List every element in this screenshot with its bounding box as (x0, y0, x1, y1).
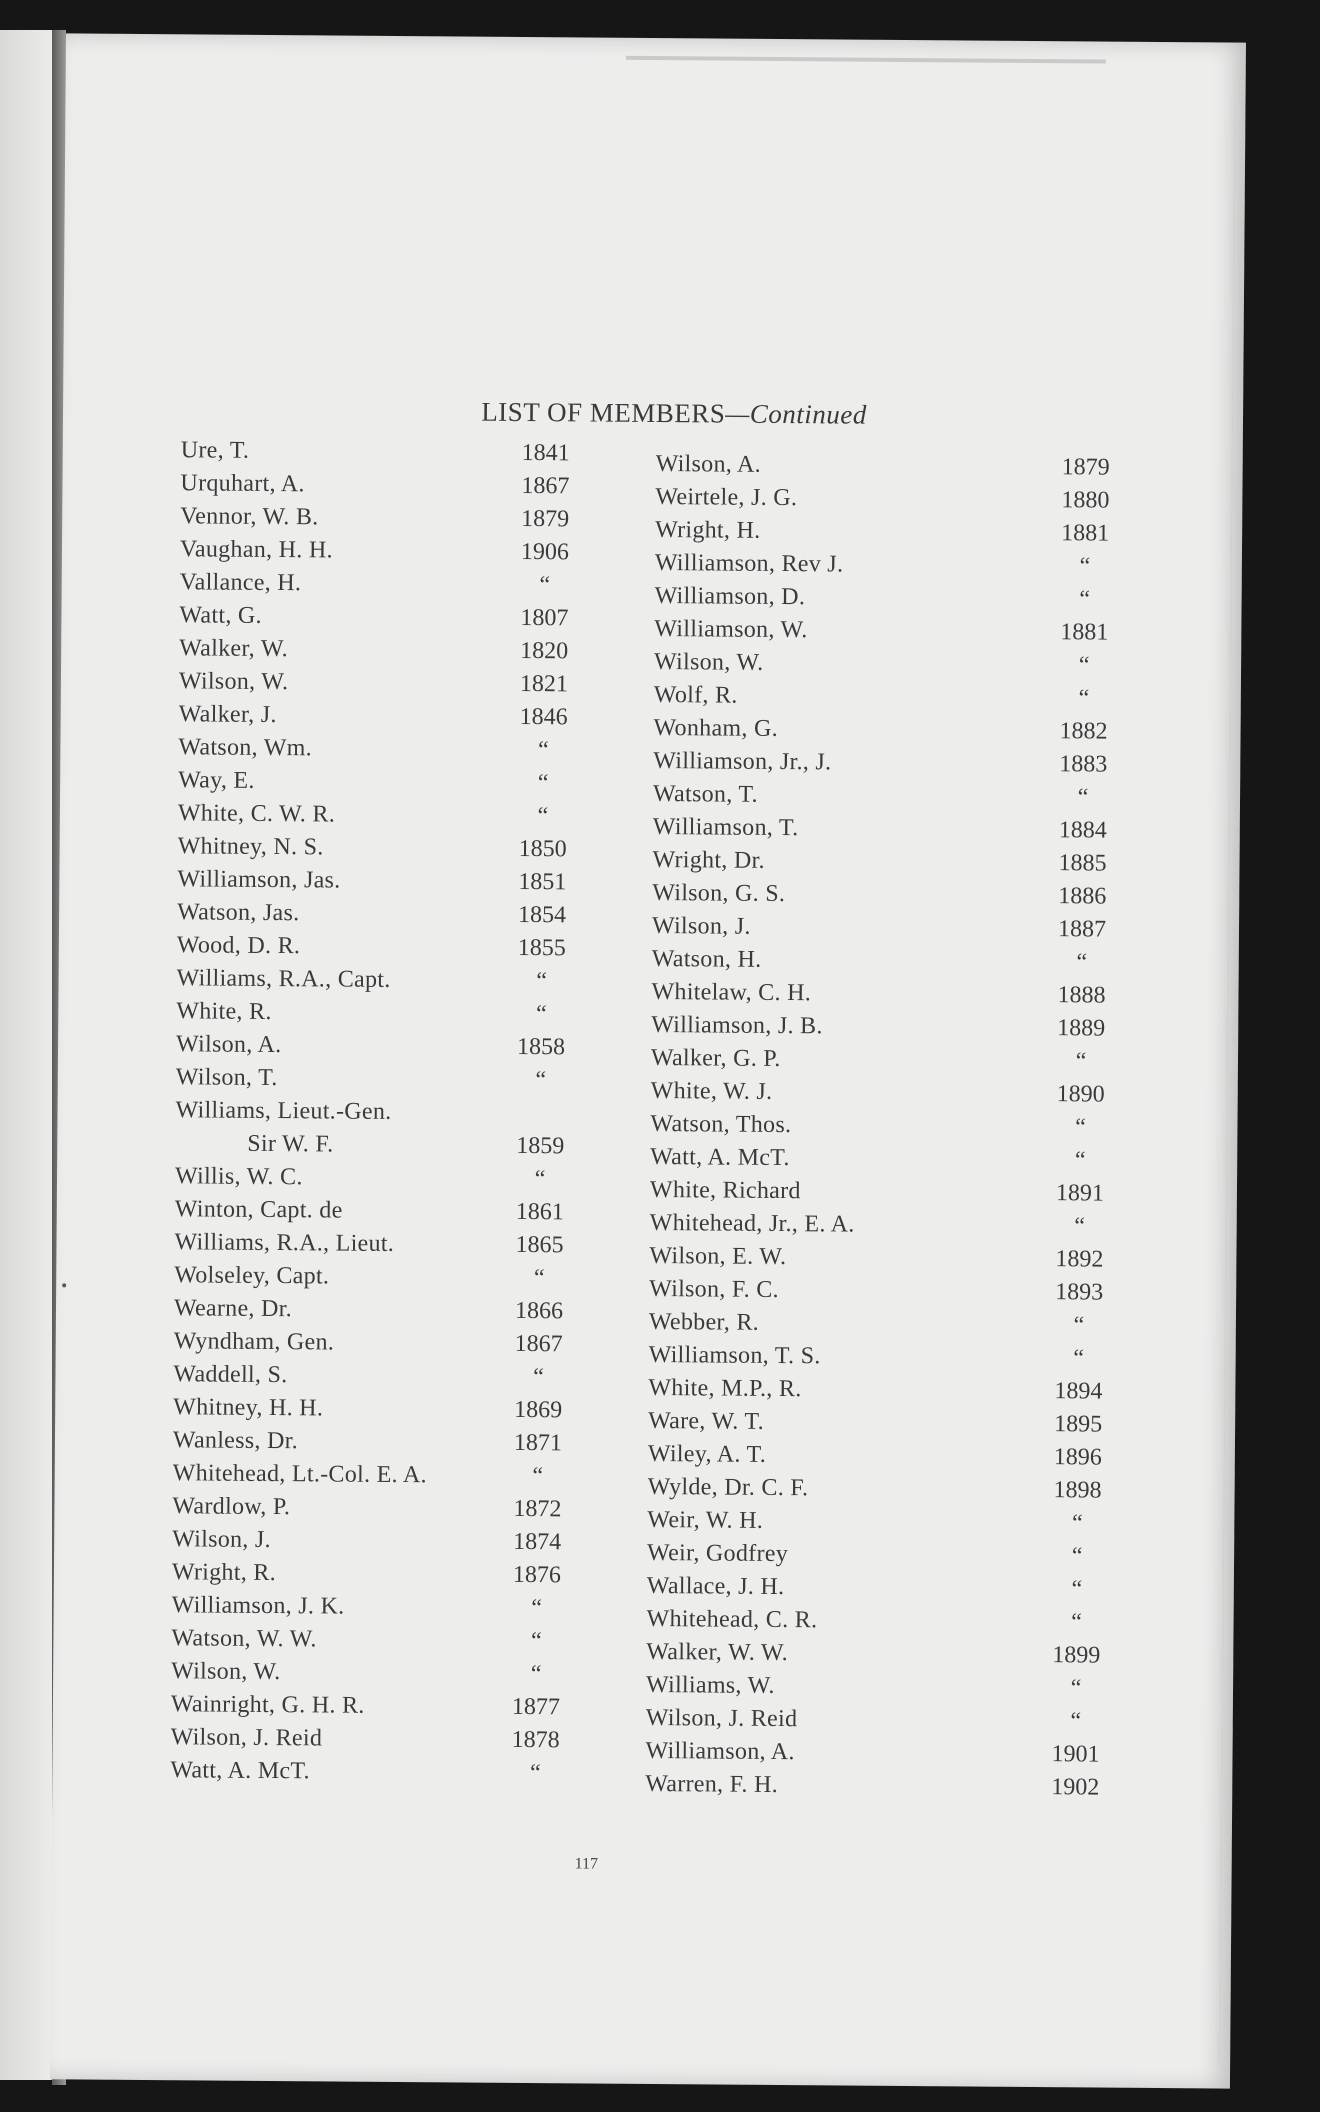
member-name: Williamson, D. (654, 583, 806, 611)
member-year: 1821 (519, 670, 569, 698)
member-name: Warren, F. H. (645, 1770, 779, 1799)
member-year: 1906 (520, 538, 570, 566)
member-entry (646, 1672, 1121, 1709)
member-name: Wilson, J. Reid (170, 1724, 323, 1752)
member-year (495, 1120, 585, 1121)
member-name: Wanless, Dr. (172, 1427, 299, 1455)
member-entry (647, 1573, 1122, 1610)
member-name: Walker, J. (178, 701, 277, 729)
page-number: 117 (574, 1855, 599, 1873)
member-name: Williamson, Jas. (177, 866, 341, 894)
member-year: “ (1070, 1675, 1082, 1702)
member-year: 1899 (1052, 1642, 1101, 1669)
left-column (170, 435, 656, 1804)
page-heading (217, 395, 1131, 433)
member-entry (173, 1427, 648, 1464)
member-name: Williamson, J. B. (651, 1011, 823, 1040)
member-year: “ (535, 1001, 547, 1028)
member-year: 1877 (511, 1693, 560, 1721)
member-year: 1858 (516, 1033, 566, 1061)
member-entry (174, 1328, 649, 1365)
page-speck (62, 1283, 66, 1287)
member-entry (649, 1309, 1124, 1346)
member-entry (173, 1361, 648, 1398)
member-name: Williamson, Jr., J. (653, 748, 832, 776)
member-name: Whitehead, C. R. (646, 1605, 818, 1634)
member-entry (178, 767, 653, 804)
member-year: 1896 (1053, 1444, 1102, 1471)
member-entry (650, 1210, 1125, 1247)
member-name: Wylde, Dr. C. F. (647, 1473, 809, 1502)
member-year: 1879 (1061, 454, 1110, 481)
member-entry (655, 451, 1130, 488)
member-year: 1885 (1058, 850, 1107, 877)
member-year: “ (1073, 1345, 1085, 1372)
member-name: Williamson, W. (654, 616, 808, 644)
member-name: Wardlow, P. (172, 1493, 291, 1521)
member-year: “ (536, 968, 548, 995)
member-entry (652, 913, 1127, 950)
member-entry (646, 1606, 1121, 1643)
member-name: White, M.P., R. (648, 1374, 802, 1403)
member-entry (172, 1559, 647, 1596)
member-name: Whitehead, Lt.-Col. E. A. (172, 1460, 427, 1489)
member-entry (647, 1507, 1122, 1544)
member-entry (180, 536, 655, 573)
member-year: 1882 (1059, 718, 1108, 745)
member-year: 1872 (513, 1495, 562, 1523)
member-year: “ (1079, 586, 1091, 613)
member-name: Wright, Dr. (652, 846, 765, 874)
member-entry (174, 1295, 649, 1332)
member-name: Watt, A. McT. (650, 1143, 790, 1172)
member-year: “ (1074, 1147, 1086, 1174)
member-name: Watson, T. (652, 781, 759, 808)
member-name: Williamson, A. (645, 1737, 795, 1766)
member-entry (178, 734, 653, 771)
member-year: “ (537, 803, 549, 830)
member-entry (179, 635, 654, 672)
member-name: Watson, Thos. (650, 1110, 792, 1139)
member-name: Wilson, J. (651, 912, 751, 940)
member-name: Wolseley, Capt. (174, 1262, 330, 1290)
member-entry (177, 899, 652, 936)
member-entry (173, 1460, 648, 1497)
member-entry (176, 1031, 651, 1068)
member-entry (648, 1408, 1123, 1445)
member-entry (648, 1342, 1123, 1379)
member-year: 1820 (520, 637, 569, 665)
member-entry (647, 1540, 1122, 1577)
member-name: White, R. (176, 998, 272, 1026)
member-name: Vaughan, H. H. (179, 536, 333, 564)
member-year: “ (1071, 1510, 1083, 1537)
member-entry (176, 1064, 651, 1101)
member-entry (650, 1144, 1125, 1181)
member-year: 1883 (1059, 751, 1108, 778)
member-year: “ (1079, 553, 1091, 580)
member-entry (178, 800, 653, 837)
member-entry (650, 1177, 1125, 1214)
member-name: Watt, A. McT. (170, 1757, 310, 1785)
member-name: Wallace, J. H. (646, 1572, 785, 1601)
member-year: 1901 (1051, 1741, 1100, 1768)
member-name: Williamson, Rev J. (654, 550, 844, 578)
member-year: “ (1070, 1708, 1082, 1735)
member-name: Whitehead, Jr., E. A. (649, 1209, 855, 1238)
member-year: 1874 (513, 1528, 562, 1556)
member-year: 1878 (511, 1726, 560, 1754)
member-year: “ (535, 1067, 547, 1094)
member-name: Williams, R.A., Lieut. (174, 1229, 395, 1257)
member-entry (174, 1262, 649, 1299)
member-entry (175, 1163, 650, 1200)
member-year: “ (1071, 1609, 1082, 1636)
member-name: Williamson, J. K. (171, 1592, 345, 1620)
member-name: Wilson, J. Reid (645, 1704, 798, 1733)
member-year: “ (530, 1628, 542, 1655)
member-entry (174, 1229, 649, 1266)
member-name: Ure, T. (180, 437, 250, 464)
member-year: 1854 (518, 901, 567, 929)
member-name: Whitney, H. H. (173, 1394, 324, 1422)
member-year: 1881 (1060, 619, 1109, 646)
member-entry (645, 1771, 1120, 1808)
member-name: Walker, W. W. (646, 1638, 789, 1667)
member-entry (655, 484, 1130, 521)
member-year: 1887 (1057, 916, 1107, 943)
member-entry (170, 1724, 645, 1761)
member-name: Walker, W. (179, 635, 289, 663)
member-name: Way, E. (178, 767, 255, 794)
member-year: 1888 (1057, 982, 1106, 1009)
member-entry (177, 866, 652, 903)
member-name: Wyndham, Gen. (173, 1328, 335, 1356)
member-entry (654, 616, 1129, 653)
member-name: Watson, H. (651, 945, 762, 973)
member-columns (170, 435, 1131, 1807)
member-entry (175, 1196, 650, 1233)
member-name: Weir, W. H. (647, 1506, 764, 1534)
member-name: Weirtele, J. G. (655, 484, 798, 512)
member-entry (652, 946, 1127, 983)
member-entry (180, 470, 655, 507)
member-entry (649, 1243, 1124, 1280)
member-year: “ (533, 1364, 544, 1391)
member-entry (651, 1012, 1126, 1049)
member-entry (177, 932, 652, 969)
member-name: Williamson, T. (652, 813, 799, 842)
member-entry (651, 1045, 1126, 1082)
member-year: 1807 (520, 604, 569, 632)
member-name: Wilson, W. (171, 1658, 281, 1686)
member-name: Wright, R. (171, 1559, 277, 1587)
member-year: 1866 (514, 1297, 564, 1325)
member-year: “ (1078, 685, 1090, 712)
member-entry (653, 781, 1128, 818)
member-year: 1895 (1054, 1411, 1103, 1438)
member-entry (175, 1097, 650, 1134)
member-year: 1891 (1055, 1180, 1105, 1207)
member-entry (172, 1493, 647, 1530)
member-name: Wearne, Dr. (173, 1295, 293, 1323)
member-entry (654, 649, 1129, 686)
member-entry (646, 1639, 1121, 1676)
heading-title: LIST OF MEMBERS (481, 396, 726, 429)
member-year: 1893 (1055, 1279, 1104, 1306)
member-year: 1867 (521, 472, 570, 500)
member-year: “ (1075, 1114, 1086, 1141)
member-year: “ (532, 1463, 544, 1490)
member-name: Williams, W. (645, 1671, 775, 1699)
member-name: Watson, Jas. (177, 899, 300, 927)
member-year: “ (531, 1595, 543, 1622)
member-year: 1881 (1061, 520, 1110, 547)
member-entry (653, 814, 1128, 851)
member-year: “ (1071, 1576, 1083, 1603)
member-name: Williamson, T. S. (648, 1341, 821, 1370)
member-name: Whitelaw, C. H. (651, 978, 812, 1007)
page-right-edge (1219, 103, 1235, 2063)
member-year: “ (530, 1661, 542, 1688)
member-name: Wainright, G. H. R. (170, 1691, 365, 1719)
facing-page-edge (0, 30, 60, 2080)
member-year: “ (529, 1760, 541, 1787)
member-name: Wilson, A. (175, 1031, 282, 1059)
member-name: Wonham, G. (653, 715, 779, 742)
member-entry (179, 668, 654, 705)
member-year: 1886 (1058, 883, 1107, 910)
member-entry (170, 1757, 645, 1794)
member-year: 1894 (1054, 1378, 1103, 1405)
member-entry (654, 583, 1129, 620)
member-entry (177, 833, 652, 870)
member-entry (176, 998, 651, 1035)
member-name: Whitney, N. S. (177, 833, 324, 861)
member-year: 1902 (1051, 1774, 1100, 1801)
member-entry (180, 569, 655, 606)
member-entry (171, 1658, 646, 1695)
member-name: Wilson, W. (653, 649, 764, 676)
member-entry (171, 1691, 646, 1728)
member-year: “ (1078, 652, 1090, 679)
member-entry (175, 1130, 650, 1167)
member-name: Wright, H. (655, 517, 761, 544)
member-name: Wilson, F. C. (649, 1275, 779, 1304)
member-entry (180, 503, 655, 540)
member-year: 1850 (518, 835, 567, 863)
member-year: 1892 (1055, 1246, 1104, 1273)
members-list (170, 394, 1131, 1807)
member-year: 1879 (521, 505, 570, 533)
member-entry (648, 1441, 1123, 1478)
member-name: Willis, W. C. (174, 1163, 303, 1191)
member-entry (655, 550, 1130, 587)
member-name: Wiley, A. T. (647, 1440, 767, 1468)
member-name: Webber, R. (648, 1308, 760, 1336)
member-entry (176, 965, 651, 1002)
member-entry (653, 748, 1128, 785)
member-entry (646, 1705, 1121, 1742)
heading-suffix: —Continued (725, 398, 867, 430)
member-name: Vennor, W. B. (180, 503, 319, 531)
member-entry (172, 1526, 647, 1563)
member-year: 1855 (517, 934, 566, 962)
right-column (645, 439, 1131, 1808)
member-name: White, W. J. (650, 1077, 773, 1105)
member-name: Wilson, J. (172, 1526, 272, 1554)
member-year: “ (1071, 1543, 1083, 1570)
member-name: Walker, G. P. (650, 1044, 781, 1073)
member-entry (171, 1625, 646, 1662)
member-entry (652, 880, 1127, 917)
member-entry (652, 847, 1127, 884)
member-name: Watt, G. (179, 602, 263, 629)
member-name: Williams, R.A., Capt. (176, 965, 391, 993)
book-page (50, 33, 1246, 2088)
member-year: “ (1075, 1048, 1087, 1075)
member-name: Wolf, R. (653, 682, 738, 709)
member-entry (651, 979, 1126, 1016)
member-entry (649, 1276, 1124, 1313)
member-entry (181, 437, 656, 474)
member-entry (651, 1078, 1126, 1115)
member-entry (653, 715, 1128, 752)
member-name: Wilson, T. (175, 1064, 278, 1092)
member-year: 1871 (513, 1429, 563, 1457)
member-entry (179, 602, 654, 639)
member-name: Ware, W. T. (648, 1407, 765, 1435)
member-year: 1876 (512, 1561, 562, 1589)
member-name: White, C. W. R. (177, 800, 336, 828)
member-entry (647, 1474, 1122, 1511)
member-name: Vallance, H. (179, 569, 302, 597)
member-entry (645, 1738, 1120, 1775)
member-year: 1841 (521, 439, 570, 467)
member-year: 1869 (514, 1396, 563, 1424)
member-year: “ (1074, 1213, 1086, 1240)
member-year: 1846 (519, 703, 568, 731)
member-year: 1884 (1058, 817, 1107, 844)
member-name: Watson, Wm. (178, 734, 313, 762)
member-year: “ (534, 1166, 546, 1193)
member-year: 1859 (516, 1132, 565, 1160)
member-year: “ (537, 770, 549, 797)
member-entry (654, 682, 1129, 719)
member-name: Weir, Godfrey (646, 1539, 789, 1568)
member-entry (655, 517, 1130, 554)
member-year: “ (539, 572, 551, 599)
member-name: Sir W. F. (247, 1130, 334, 1158)
member-year: 1861 (515, 1198, 564, 1226)
member-name: Wood, D. R. (176, 932, 301, 960)
member-year: “ (1073, 1312, 1085, 1339)
member-year: “ (1077, 784, 1089, 811)
member-name: White, Richard (649, 1176, 801, 1205)
member-year: 1890 (1056, 1081, 1105, 1108)
member-entry (173, 1394, 648, 1431)
member-name: Wilson, G. S. (652, 879, 786, 908)
page-top-mark (626, 56, 1106, 64)
member-name: Waddell, S. (173, 1361, 288, 1389)
member-year: 1867 (514, 1330, 563, 1358)
member-year: 1898 (1053, 1477, 1102, 1504)
member-name: Watson, W. W. (171, 1625, 317, 1653)
member-name: Wilson, E. W. (649, 1242, 787, 1271)
member-year: 1851 (518, 868, 567, 896)
member-name: Wilson, W. (178, 668, 289, 696)
member-entry (648, 1375, 1123, 1412)
member-name: Wilson, A. (655, 451, 762, 478)
member-name: Urquhart, A. (180, 470, 305, 498)
member-year: “ (533, 1265, 545, 1292)
member-name: Williams, Lieut.-Gen. (175, 1097, 392, 1125)
member-year: 1865 (515, 1231, 564, 1259)
member-year: 1889 (1057, 1015, 1106, 1042)
member-name: Winton, Capt. de (174, 1196, 343, 1224)
member-year: “ (537, 737, 549, 764)
member-entry (172, 1592, 647, 1629)
member-year: “ (1076, 949, 1088, 976)
member-entry (179, 701, 654, 738)
member-entry (650, 1111, 1125, 1148)
member-year: 1880 (1061, 487, 1110, 514)
